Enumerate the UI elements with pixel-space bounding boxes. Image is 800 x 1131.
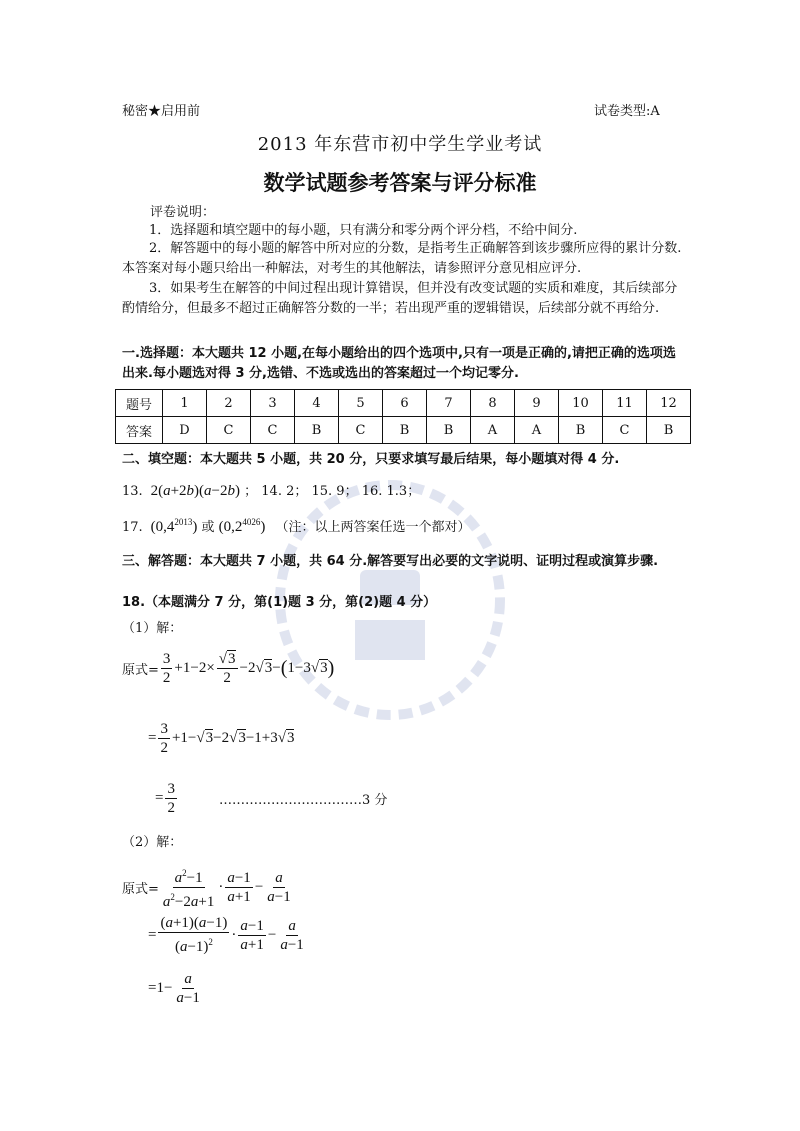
section2-heading: 二、填空题：本大题共 5 小题，共 20 分，只要求填写最后结果，每小题填对得 4 分. [122,452,620,467]
part2-label: （2）解： [122,835,183,850]
note-item-3: 3．如果考生在解答的中间过程出现计算错误，但并没有改变试题的实质和难度，其后续部分酌情给分，但最多不超过正确解答分数的一半；若出现严重的逻辑错误，后续部分就不再给分. [122,281,678,316]
q17-point-2: $(0,2^{4026})$ [218,517,266,535]
table-cell: B [647,417,691,444]
q13-14-16-answers: ； 14. 2； 15. 9； 16. 1.3； [244,484,421,499]
table-cell: 6 [383,390,427,417]
section3-heading: 三、解答题：本大题共 7 小题，共 64 分.解答要写出必要的文字说明、证明过程或演算步骤. [122,554,659,569]
q17-line [122,516,471,536]
answer-table [115,389,691,444]
q18-heading: 18.（本题满分 7 分，第(1)题 3 分，第(2)题 4 分） [122,595,437,610]
section1-heading: 一.选择题：本大题共 12 小题,在每小题给出的四个选项中,只有一项是正确的,请把正确的选项选出来.每小题选对得 3 分,选错、不选或选出的答案超过一个均记零分. [122,346,676,381]
table-cell: 9 [515,390,559,417]
table-cell: 7 [427,390,471,417]
part2-step3: =1− $\frac{a}{a-1}$ [148,971,200,1006]
q17-note: （注：以上两答案任选一个都对） [275,520,471,535]
score-marker: ……………………………3 分 [218,793,388,808]
table-cell: 1 [163,390,207,417]
table-cell: 3 [251,390,295,417]
table-cell: A [515,417,559,444]
orig-expr-label: 原式= [122,663,159,678]
confidential-label: 秘密★启用前 [122,104,201,119]
table-cell: 10 [559,390,603,417]
table-header-cell: 答案 [116,417,163,444]
note-item-2: 2．解答题中的每小题的解答中所对应的分数，是指考生正确解答到该步骤所应得的累计分数.本答案对每小题只给出一种解法，对考生的其他解法，请参照评分意见相应评分. [122,241,682,276]
table-cell: B [383,417,427,444]
part1-label: （1）解： [122,621,183,636]
table-row-numbers [116,390,691,417]
table-cell: 11 [603,390,647,417]
table-cell: 2 [207,390,251,417]
doc-title: 数学试题参考答案与评分标准 [263,171,537,195]
table-cell: C [251,417,295,444]
exam-title: 2013 年东营市初中学生学业考试 [257,134,543,155]
table-cell: B [427,417,471,444]
notes-heading: 评卷说明： [150,205,216,220]
table-row-answers [116,417,691,444]
part1-step1: 原式= $\frac{3}{2}$ +1−2× $\frac{√3}{2}$ −2√3− ( 1−3√3 ) [122,651,335,686]
table-cell: 4 [295,390,339,417]
paper-type-label: 试卷类型:A [594,104,660,119]
table-cell: A [471,417,515,444]
table-cell: 8 [471,390,515,417]
table-cell: 12 [647,390,691,417]
table-cell: B [295,417,339,444]
q13-expression: 2(a+2b)(a−2b) [146,483,241,499]
table-cell: C [207,417,251,444]
q17-label: 17. [122,520,143,535]
part1-step2: = $\frac{3}{2}$ +1−√3−2√3−1+3√3 [148,721,295,756]
table-cell: C [603,417,647,444]
table-cell: B [559,417,603,444]
q17-or: 或 [201,520,215,535]
part1-step3: = $\frac{3}{2}$ ……………………………3 分 [155,781,388,816]
orig-expr-label-2: 原式= [122,882,159,897]
q13-line [122,480,420,500]
q17-point-1: $(0,4^{2013})$ [146,517,198,535]
q13-label: 13. [122,484,143,499]
table-cell: 5 [339,390,383,417]
table-cell: C [339,417,383,444]
table-cell: D [163,417,207,444]
part2-step1: 原式= $\frac{a^2-1}{a^2-2a+1}$ · $\frac{a-1}{a+1}$ − $\frac{a}{a-1}$ [122,864,295,911]
part2-step2: = $\frac{(a+1)(a-1)}{(a-1)^2}$ · $\frac{a-1}{a+1}$ − $\frac{a}{a-1}$ [148,915,304,955]
table-header-cell: 题号 [116,390,163,417]
note-item-1: 1．选择题和填空题中的每小题，只有满分和零分两个评分档，不给中间分. [149,223,578,238]
